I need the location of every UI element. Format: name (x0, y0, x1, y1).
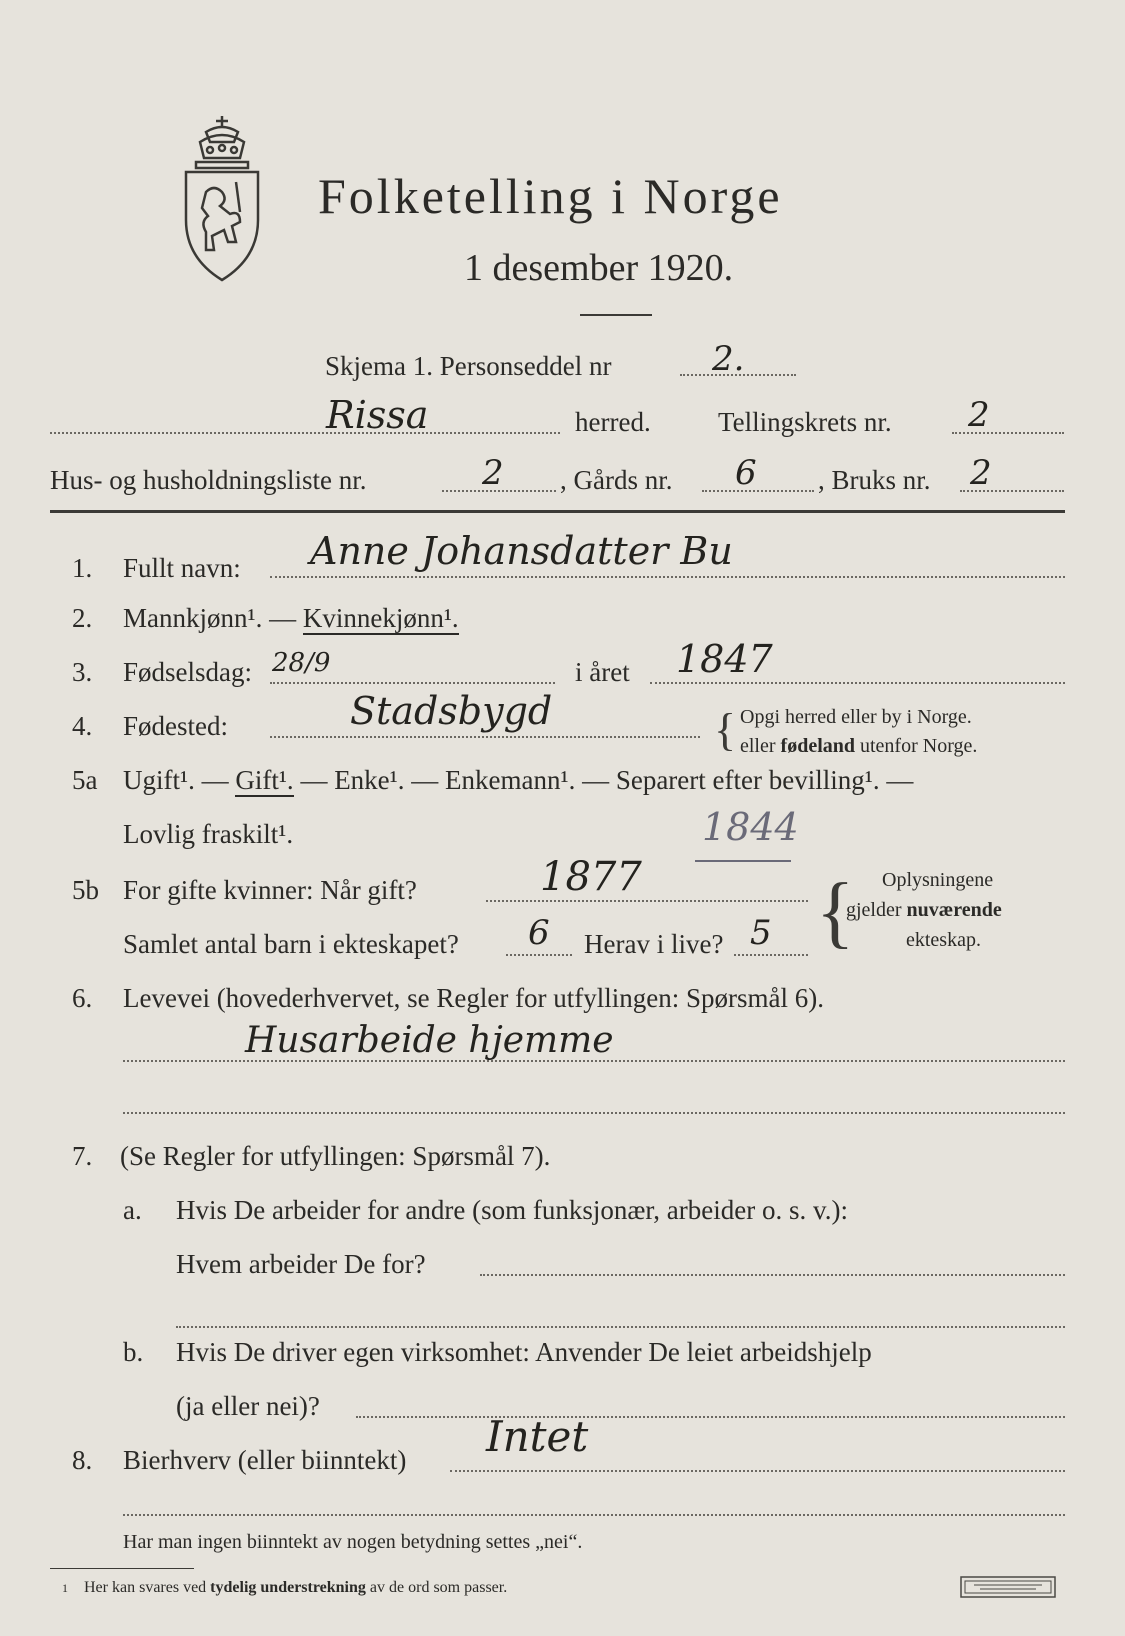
q8-dots-2 (123, 1514, 1065, 1516)
hus-value: 2 (482, 453, 504, 493)
q5a-margin-value: 1844 (702, 805, 799, 849)
q2-options (123, 602, 459, 634)
q6-label: Levevei (hovederhvervet, se Regler for utfyllingen: Spørsmål 6). (123, 983, 825, 1013)
printer-stamp-icon (960, 1576, 1056, 1598)
q4-dots (270, 736, 700, 738)
q5b-children-label: Samlet antal barn i ekteskapet? (123, 929, 459, 959)
schema-value: 2. (712, 339, 745, 379)
q7a-dots-2 (176, 1326, 1065, 1328)
gards-label: , Gårds nr. (560, 465, 673, 495)
q3-label: Fødselsdag: (123, 657, 253, 687)
q3-dots (270, 682, 555, 684)
q8-value: Intet (486, 1412, 589, 1461)
q1-number: 1. (72, 553, 93, 583)
q6-dots-1 (123, 1060, 1065, 1062)
q7a-question: Hvem arbeider De for? (176, 1249, 426, 1279)
q5b-note-line1: Oplysningene (882, 869, 994, 891)
q3-value: 28/9 (272, 648, 331, 678)
q5a-enkemann: Enkemann¹. (445, 765, 576, 795)
herred-label: herred. (575, 407, 651, 437)
coat-of-arms-icon (176, 112, 268, 284)
hus-label: Hus- og husholdningsliste nr. (50, 465, 367, 495)
q7a-text: Hvis De arbeider for andre (som funksjonær, arbeider o. s. v.): (176, 1195, 848, 1225)
q5a-separert: Separert efter bevilling¹. (615, 765, 880, 795)
q7a-number: a. (123, 1195, 142, 1225)
q5b-note-brace: { (816, 868, 855, 956)
krets-label: Tellingskrets nr. (718, 407, 892, 437)
schema-label: Skjema 1. Personseddel nr (325, 351, 612, 381)
q4-note-line1: Opgi herred eller by i Norge. (740, 706, 972, 728)
q3-number: 3. (72, 657, 93, 687)
q5b-alive-value: 5 (750, 913, 772, 953)
q5b-note-line2: gjelder nuværende (846, 899, 1002, 921)
census-date: 1 desember 1920. (464, 247, 734, 289)
q1-dots (270, 576, 1065, 578)
q2-male: Mannkjønn¹. (123, 603, 263, 633)
title-divider (580, 314, 652, 316)
header-rule (50, 510, 1065, 513)
q5b-dots (486, 900, 808, 902)
q8-dots (450, 1470, 1065, 1472)
q7a-dots-1 (480, 1274, 1065, 1276)
q5a-number: 5a (72, 765, 98, 795)
q7-number: 7. (72, 1141, 93, 1171)
q5a-fraskilt: Lovlig fraskilt¹. (123, 819, 294, 849)
q5b-number: 5b (72, 875, 99, 905)
q8-label: Bierhverv (eller biinntekt) (123, 1445, 407, 1475)
q3-year-dots (650, 682, 1065, 684)
q3-year-value: 1847 (676, 637, 773, 681)
q5b-label: For gifte kvinner: Når gift? (123, 875, 417, 905)
q4-value: Stadsbygd (350, 689, 553, 733)
q5b-children-value: 6 (528, 913, 550, 953)
q1-label: Fullt navn: (123, 553, 241, 583)
q2-separator: — (262, 603, 303, 633)
q4-number: 4. (72, 711, 93, 741)
q8-number: 8. (72, 1445, 93, 1475)
q5a-enke: Enke¹. (334, 765, 405, 795)
footnote-rule (50, 1568, 194, 1569)
herred-dots (50, 432, 560, 434)
q5a-gift: Gift¹. (235, 765, 294, 795)
gards-dots (702, 490, 814, 492)
q7b-text: Hvis De driver egen virksomhet: Anvender De leiet arbeidshjelp (176, 1337, 872, 1367)
q2-number: 2. (72, 603, 93, 633)
q7-label: (Se Regler for utfyllingen: Spørsmål 7). (120, 1141, 551, 1171)
q4-note-line2: eller fødeland utenfor Norge. (740, 735, 978, 757)
q2-female: Kvinnekjønn¹. (302, 603, 459, 633)
q4-note-brace: { (714, 704, 737, 755)
q4-label: Fødested: (123, 711, 228, 741)
q6-value: Husarbeide hjemme (245, 1020, 614, 1061)
form-title: Folketelling i Norge (318, 168, 783, 224)
q1-value: Anne Johansdatter Bu (310, 529, 733, 573)
q3-year-label: i året (575, 657, 630, 687)
gards-value: 6 (735, 453, 757, 493)
q6-dots-2 (123, 1112, 1065, 1114)
krets-value: 2 (968, 395, 990, 435)
bruks-label: , Bruks nr. (818, 465, 931, 495)
q5b-children-dots (506, 954, 572, 956)
q5a-options: Ugift¹. — Gift¹. — Enke¹. — Enkemann¹. — Separert efter bevilling¹. — (123, 765, 914, 795)
q5b-value: 1877 (540, 854, 642, 900)
bottom-note: Har man ingen biinntekt av nogen betydning settes „nei“. (123, 1531, 583, 1553)
q5b-alive-label: Herav i live? (584, 929, 724, 959)
q7b-dots (356, 1416, 1065, 1418)
footnote: $^1$ Her kan svares ved tydelig understrekning av de ord som passer. (62, 1579, 508, 1596)
q5a-margin-underline (695, 860, 791, 862)
q6-number: 6. (72, 983, 93, 1013)
q7b-question: (ja eller nei)? (176, 1391, 320, 1421)
q5a-ugift: Ugift¹. (123, 765, 195, 795)
q5b-alive-dots (734, 954, 808, 956)
bruks-value: 2 (970, 453, 992, 493)
q7b-number: b. (123, 1337, 144, 1367)
q5b-note-line3: ekteskap. (906, 929, 981, 951)
herred-value: Rissa (326, 393, 429, 437)
